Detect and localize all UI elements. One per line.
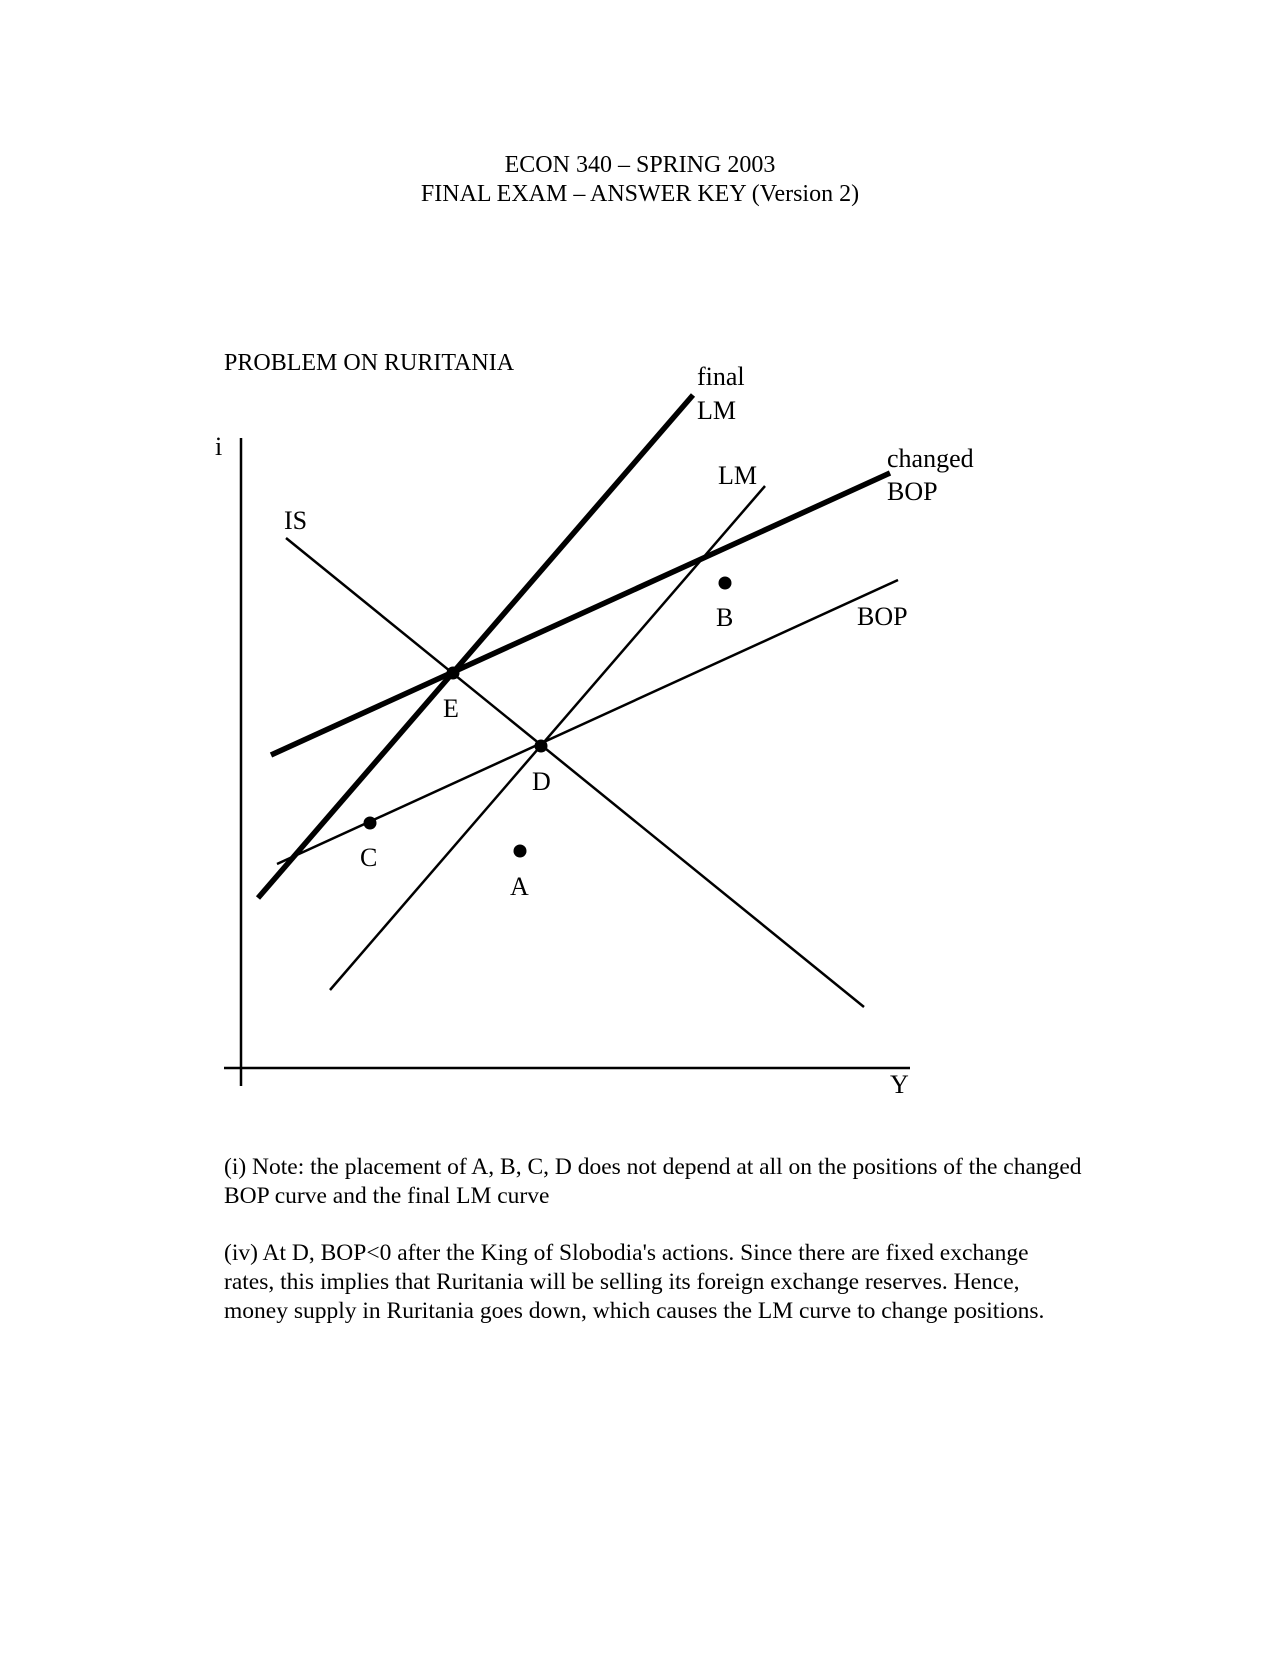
point-e-marker (447, 667, 460, 680)
problem-title: PROBLEM ON RURITANIA (224, 350, 515, 376)
point-b-label: B (716, 603, 734, 632)
header-course-title: ECON 340 – SPRING 2003 (504, 152, 776, 178)
note-part-iv: (iv) At D, BOP<0 after the King of Slobodia's actions. Since there are fixed exchange rates, this implies that Ruritania will be selling its foreign exchange reserves. Hence, money supply in Ruritania goes down, which causes the LM curve to change positions. (224, 1240, 1045, 1324)
y-axis-label: i (215, 432, 223, 461)
point-b-marker (719, 577, 732, 590)
lm-curve-label: LM (718, 461, 757, 490)
point-a-label: A (510, 872, 529, 901)
point-a-marker (514, 845, 527, 858)
changed-bop-curve (271, 473, 890, 755)
is-curve (286, 538, 864, 1007)
final-lm-label-line2: LM (697, 396, 736, 425)
bop-curve-label: BOP (857, 602, 908, 631)
x-axis-label: Y (890, 1070, 909, 1099)
point-c-marker (364, 817, 377, 830)
final-lm-label-line1: final (697, 362, 745, 391)
changed-bop-label-line1: changed (887, 444, 974, 473)
point-e-label: E (443, 694, 459, 723)
is-curve-label: IS (284, 506, 308, 535)
point-c-label: C (360, 843, 378, 872)
header-exam-title: FINAL EXAM – ANSWER KEY (Version 2) (420, 181, 860, 207)
changed-bop-label-line2: BOP (887, 477, 938, 506)
point-d-marker (535, 740, 548, 753)
note-part-i: (i) Note: the placement of A, B, C, D does not depend at all on the positions of the changed BOP curve and the final LM curve (224, 1154, 1082, 1209)
point-d-label: D (532, 767, 551, 796)
